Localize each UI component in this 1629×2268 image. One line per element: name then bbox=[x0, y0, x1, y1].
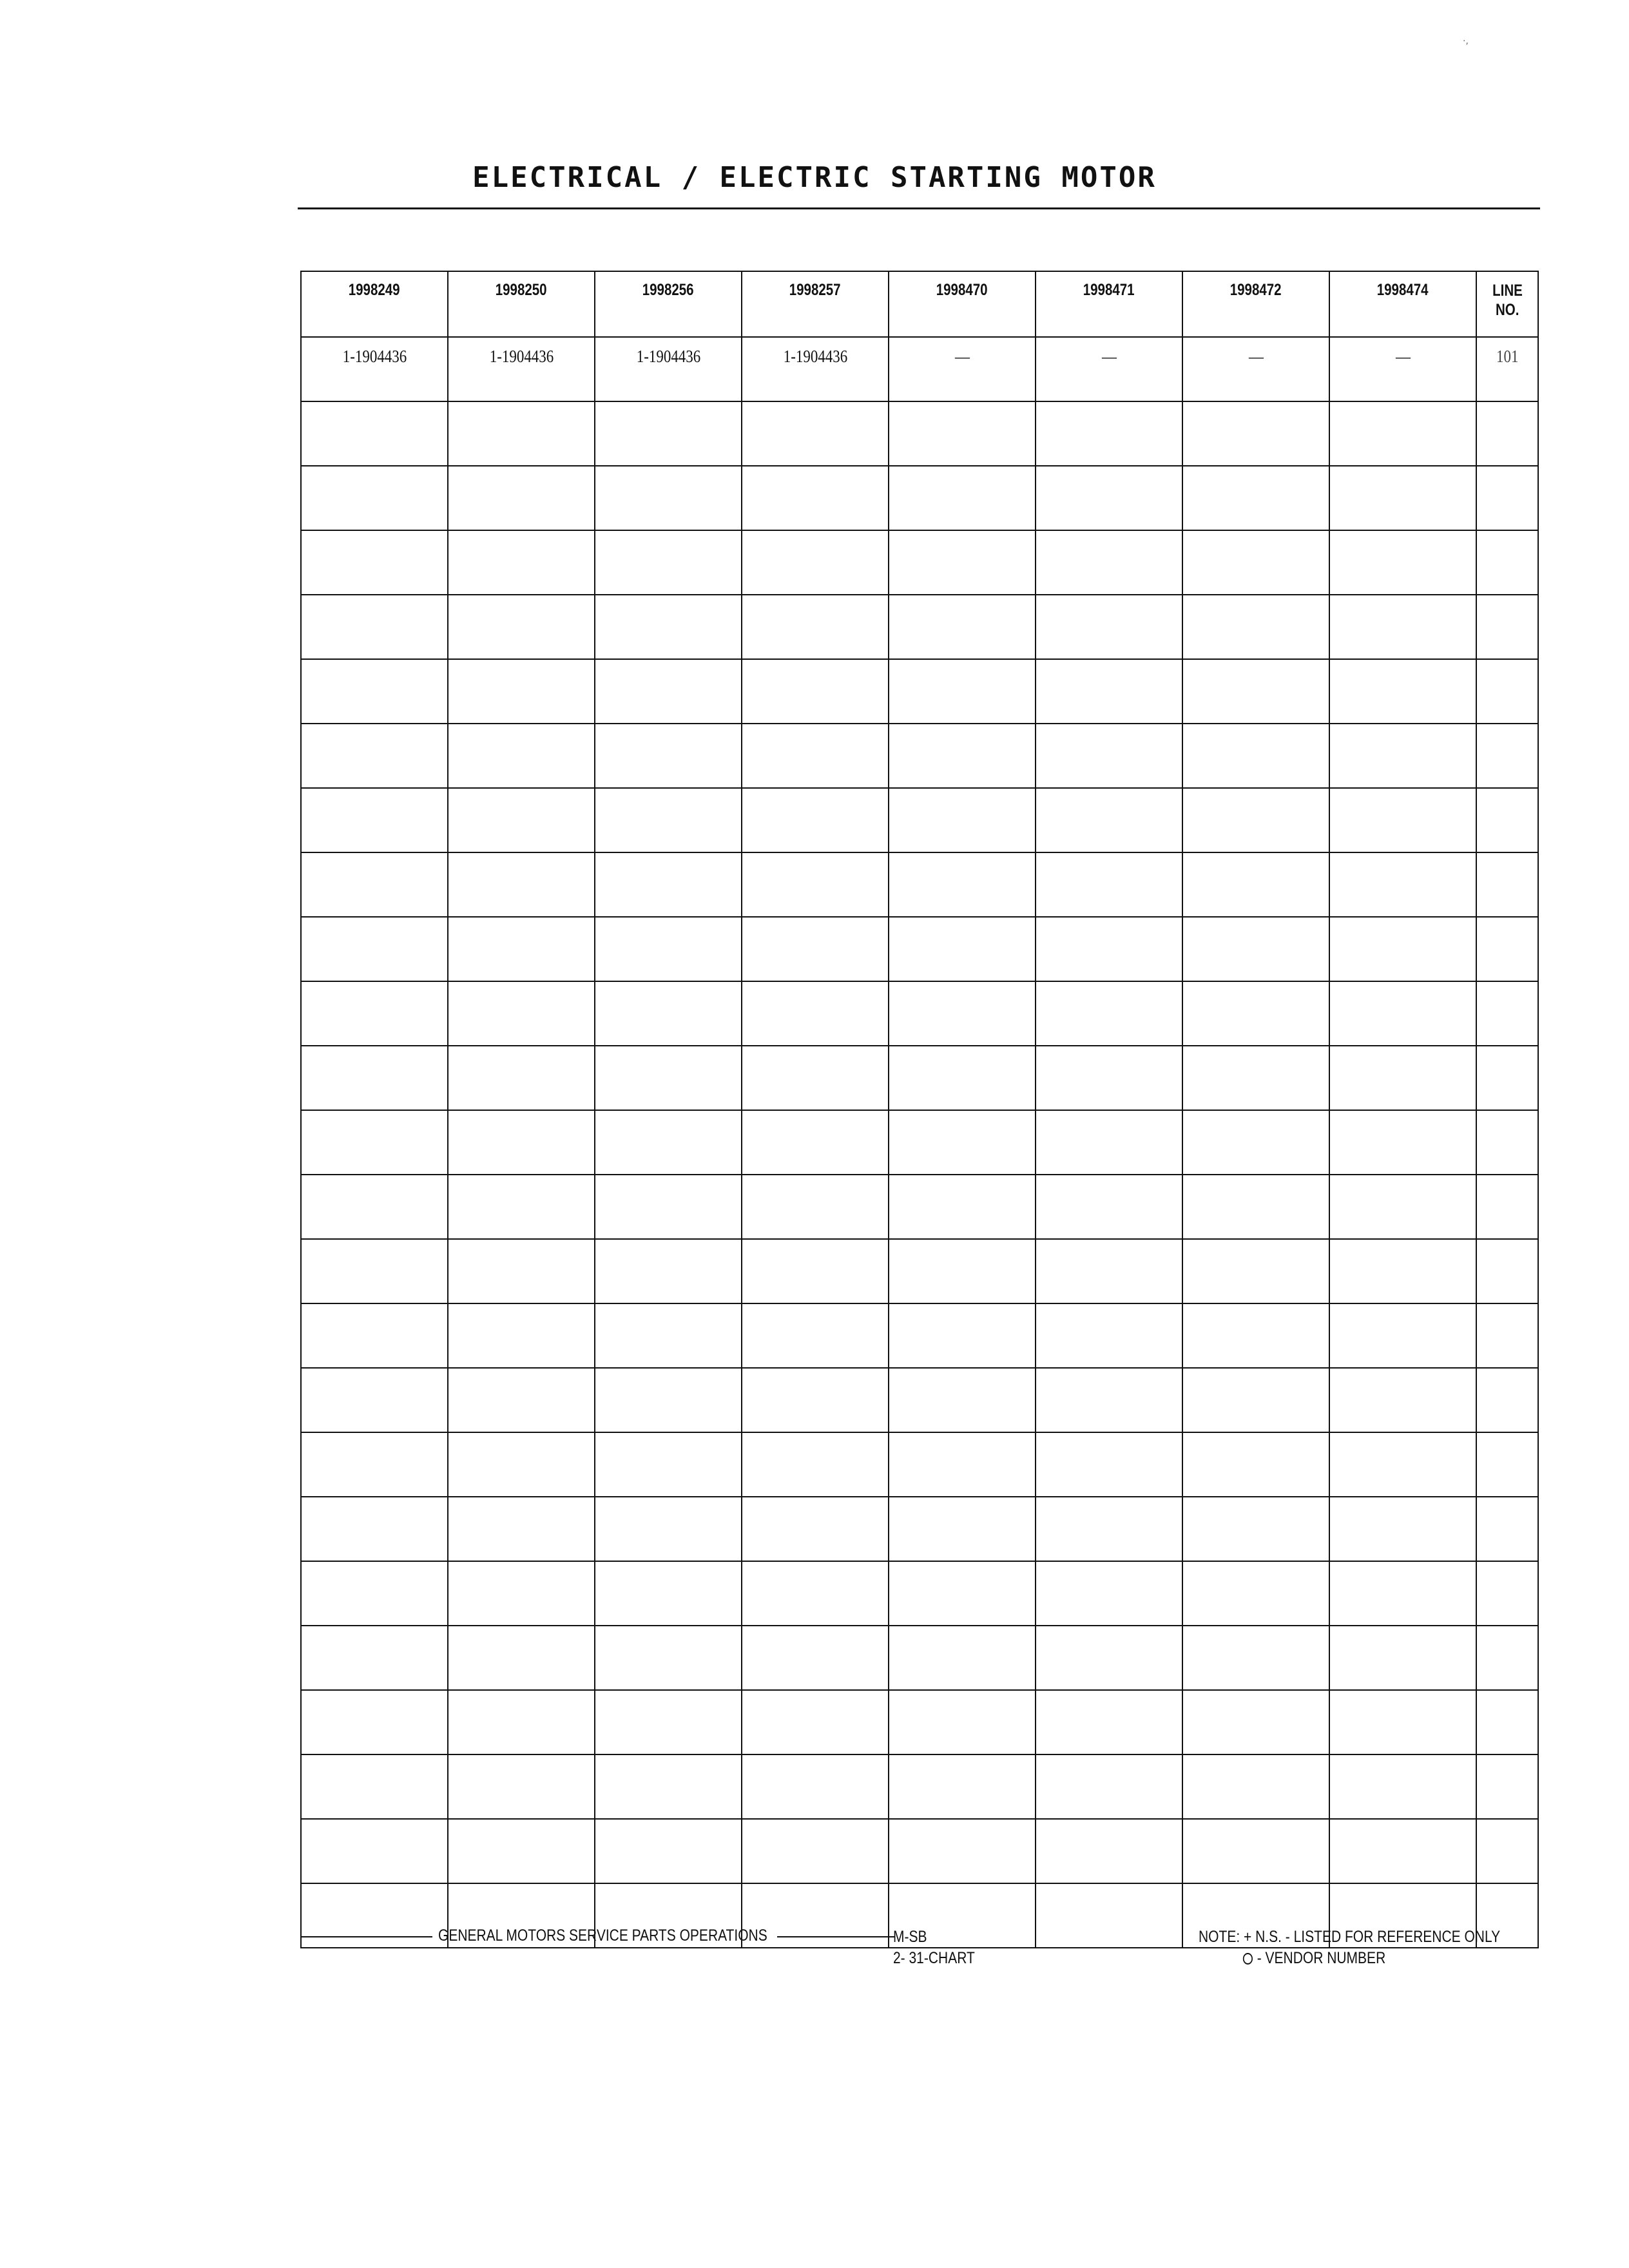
part-number-cell bbox=[742, 1819, 889, 1883]
part-number-cell bbox=[1182, 1626, 1329, 1690]
part-number-cell bbox=[1036, 917, 1182, 981]
part-number-cell bbox=[1182, 659, 1329, 724]
part-number-cell bbox=[1036, 1819, 1182, 1883]
part-number-cell bbox=[1329, 1110, 1476, 1175]
part-number-cell bbox=[889, 466, 1036, 530]
line-no-cell bbox=[1476, 1432, 1538, 1497]
part-number-cell bbox=[448, 981, 595, 1046]
line-no-cell bbox=[1476, 1626, 1538, 1690]
part-number-cell bbox=[448, 1110, 595, 1175]
part-number-cell bbox=[1329, 1626, 1476, 1690]
part-number-cell bbox=[1329, 981, 1476, 1046]
part-number-cell bbox=[301, 1819, 448, 1883]
part-number-cell bbox=[1036, 788, 1182, 852]
part-number-cell bbox=[1329, 1368, 1476, 1432]
parts-table bbox=[300, 271, 1539, 1948]
line-no-cell bbox=[1476, 1046, 1538, 1110]
part-number-cell bbox=[1182, 788, 1329, 852]
table-row bbox=[301, 1754, 1538, 1819]
part-number-cell bbox=[889, 1432, 1036, 1497]
part-number-cell bbox=[742, 1110, 889, 1175]
line-no-cell bbox=[1476, 1497, 1538, 1561]
part-number-cell bbox=[1182, 1754, 1329, 1819]
part-number-cell: 1-1904436 bbox=[595, 337, 742, 401]
part-number-cell bbox=[595, 595, 742, 659]
part-number-cell: 1-1904436 bbox=[301, 337, 448, 401]
part-number-cell bbox=[1036, 1690, 1182, 1754]
part-number-cell bbox=[889, 852, 1036, 917]
part-number-cell bbox=[1036, 1626, 1182, 1690]
part-number-cell bbox=[1036, 981, 1182, 1046]
part-number-cell bbox=[742, 466, 889, 530]
part-number-cell bbox=[1036, 1175, 1182, 1239]
part-number-cell bbox=[1329, 1497, 1476, 1561]
part-number-cell bbox=[595, 1239, 742, 1303]
part-number-cell bbox=[1329, 466, 1476, 530]
table-row bbox=[301, 917, 1538, 981]
part-number-cell bbox=[1036, 1110, 1182, 1175]
part-number-cell bbox=[1329, 595, 1476, 659]
part-number-cell bbox=[595, 981, 742, 1046]
line-no-cell bbox=[1476, 659, 1538, 724]
part-number-cell bbox=[1182, 1046, 1329, 1110]
part-number-cell bbox=[742, 595, 889, 659]
part-number-cell bbox=[1036, 530, 1182, 595]
part-number-cell bbox=[742, 1175, 889, 1239]
footer-publisher: GENERAL MOTORS SERVICE PARTS OPERATIONS bbox=[438, 1927, 767, 1945]
stray-mark: ·, bbox=[1463, 36, 1469, 46]
line-no-cell bbox=[1476, 1239, 1538, 1303]
part-number-cell bbox=[1329, 1432, 1476, 1497]
table-row bbox=[301, 788, 1538, 852]
part-number-cell bbox=[301, 1497, 448, 1561]
table-row bbox=[301, 1046, 1538, 1110]
part-number-cell bbox=[595, 530, 742, 595]
page-footer bbox=[300, 1927, 1544, 1972]
part-number-cell bbox=[448, 1432, 595, 1497]
part-number-cell bbox=[1329, 530, 1476, 595]
part-number-cell bbox=[1329, 1561, 1476, 1626]
table-row bbox=[301, 981, 1538, 1046]
footer-code-block bbox=[893, 1927, 975, 1969]
part-number-cell bbox=[595, 1626, 742, 1690]
part-number-cell bbox=[595, 1690, 742, 1754]
part-number-cell bbox=[742, 1239, 889, 1303]
line-no-cell bbox=[1476, 917, 1538, 981]
part-number-cell bbox=[448, 659, 595, 724]
part-number-cell bbox=[301, 1690, 448, 1754]
part-number-cell bbox=[448, 1819, 595, 1883]
part-number-cell bbox=[889, 1175, 1036, 1239]
part-number-cell bbox=[889, 595, 1036, 659]
part-number-cell bbox=[1036, 1497, 1182, 1561]
line-no-header: LINE NO. bbox=[1476, 271, 1538, 337]
part-number-cell bbox=[448, 1239, 595, 1303]
part-number-cell bbox=[742, 788, 889, 852]
table-row bbox=[301, 337, 1538, 401]
part-number-cell bbox=[889, 1819, 1036, 1883]
part-number-cell bbox=[889, 1690, 1036, 1754]
part-number-cell bbox=[301, 466, 448, 530]
part-number-cell bbox=[1182, 1432, 1329, 1497]
part-number-cell bbox=[742, 1432, 889, 1497]
part-number-cell bbox=[301, 1110, 448, 1175]
part-number-cell bbox=[448, 724, 595, 788]
line-no-cell bbox=[1476, 1110, 1538, 1175]
part-number-cell bbox=[1329, 1819, 1476, 1883]
part-number-cell bbox=[742, 1046, 889, 1110]
part-number-cell bbox=[742, 852, 889, 917]
table-row bbox=[301, 1175, 1538, 1239]
model-header: 1998472 bbox=[1182, 271, 1329, 337]
table-row bbox=[301, 1110, 1538, 1175]
footer-code: M-SB bbox=[893, 1928, 927, 1946]
part-number-cell bbox=[1182, 1497, 1329, 1561]
part-number-cell bbox=[301, 724, 448, 788]
table-row bbox=[301, 401, 1538, 466]
part-number-cell bbox=[1182, 981, 1329, 1046]
part-number-cell bbox=[301, 1046, 448, 1110]
part-number-cell bbox=[742, 1626, 889, 1690]
part-number-cell bbox=[595, 852, 742, 917]
part-number-cell bbox=[742, 1561, 889, 1626]
part-number-cell bbox=[448, 1368, 595, 1432]
part-number-cell: 1-1904436 bbox=[742, 337, 889, 401]
footer-chart-ref: 2- 31-CHART bbox=[893, 1949, 975, 1967]
part-number-cell bbox=[595, 1046, 742, 1110]
part-number-cell bbox=[889, 1239, 1036, 1303]
part-number-cell bbox=[448, 852, 595, 917]
part-number-cell bbox=[448, 1690, 595, 1754]
part-number-cell bbox=[301, 1368, 448, 1432]
part-number-cell bbox=[1182, 1690, 1329, 1754]
model-header: 1998471 bbox=[1036, 271, 1182, 337]
part-number-cell: — bbox=[1329, 337, 1476, 401]
line-no-cell bbox=[1476, 466, 1538, 530]
part-number-cell bbox=[1182, 466, 1329, 530]
part-number-cell bbox=[742, 724, 889, 788]
part-number-cell bbox=[1036, 724, 1182, 788]
part-number-cell bbox=[301, 1239, 448, 1303]
header-row bbox=[301, 271, 1538, 337]
part-number-cell bbox=[1036, 1368, 1182, 1432]
part-number-cell bbox=[301, 981, 448, 1046]
part-number-cell bbox=[595, 1368, 742, 1432]
part-number-cell bbox=[742, 1368, 889, 1432]
part-number-cell bbox=[301, 917, 448, 981]
part-number-cell bbox=[1182, 852, 1329, 917]
line-no-cell bbox=[1476, 1368, 1538, 1432]
title-rule bbox=[298, 207, 1540, 209]
part-number-cell: — bbox=[889, 337, 1036, 401]
part-number-cell bbox=[889, 917, 1036, 981]
part-number-cell bbox=[1036, 401, 1182, 466]
line-no-cell bbox=[1476, 852, 1538, 917]
part-number-cell bbox=[595, 1110, 742, 1175]
part-number-cell bbox=[448, 530, 595, 595]
part-number-cell bbox=[889, 1110, 1036, 1175]
footer-rule bbox=[777, 1936, 894, 1937]
part-number-cell bbox=[889, 1303, 1036, 1368]
part-number-cell bbox=[1036, 1303, 1182, 1368]
part-number-cell bbox=[301, 530, 448, 595]
part-number-cell bbox=[595, 1432, 742, 1497]
part-number-cell bbox=[889, 1754, 1036, 1819]
part-number-cell bbox=[595, 1303, 742, 1368]
part-number-cell bbox=[1329, 1046, 1476, 1110]
part-number-cell bbox=[1036, 1239, 1182, 1303]
part-number-cell bbox=[1329, 917, 1476, 981]
part-number-cell bbox=[448, 1497, 595, 1561]
part-number-cell bbox=[1329, 401, 1476, 466]
part-number-cell bbox=[742, 1497, 889, 1561]
model-header: 1998256 bbox=[595, 271, 742, 337]
line-no-cell bbox=[1476, 724, 1538, 788]
part-number-cell bbox=[1182, 1819, 1329, 1883]
part-number-cell bbox=[301, 401, 448, 466]
part-number-cell bbox=[448, 1626, 595, 1690]
part-number-cell bbox=[301, 852, 448, 917]
part-number-cell bbox=[448, 1175, 595, 1239]
line-no-cell bbox=[1476, 1303, 1538, 1368]
part-number-cell bbox=[1182, 401, 1329, 466]
part-number-cell bbox=[1182, 1110, 1329, 1175]
table-row bbox=[301, 466, 1538, 530]
part-number-cell bbox=[1329, 1303, 1476, 1368]
part-number-cell bbox=[1329, 1175, 1476, 1239]
part-number-cell bbox=[1182, 1175, 1329, 1239]
part-number-cell bbox=[1036, 659, 1182, 724]
part-number-cell bbox=[742, 401, 889, 466]
part-number-cell bbox=[595, 1754, 742, 1819]
table-row bbox=[301, 595, 1538, 659]
model-header: 1998474 bbox=[1329, 271, 1476, 337]
part-number-cell bbox=[1182, 595, 1329, 659]
line-no-cell bbox=[1476, 981, 1538, 1046]
table-row bbox=[301, 1368, 1538, 1432]
part-number-cell bbox=[595, 1561, 742, 1626]
part-number-cell bbox=[889, 1497, 1036, 1561]
part-number-cell: — bbox=[1036, 337, 1182, 401]
part-number-cell bbox=[448, 401, 595, 466]
page-title: ELECTRICAL / ELECTRIC STARTING MOTOR bbox=[472, 161, 1157, 194]
line-no-cell bbox=[1476, 1690, 1538, 1754]
part-number-cell bbox=[1329, 852, 1476, 917]
part-number-cell bbox=[1036, 1561, 1182, 1626]
part-number-cell bbox=[595, 1175, 742, 1239]
part-number-cell bbox=[1182, 724, 1329, 788]
line-no-cell bbox=[1476, 1175, 1538, 1239]
footer-note bbox=[1199, 1927, 1500, 1969]
part-number-cell bbox=[595, 724, 742, 788]
model-header: 1998249 bbox=[301, 271, 448, 337]
line-no-cell bbox=[1476, 595, 1538, 659]
part-number-cell bbox=[742, 981, 889, 1046]
line-no-cell bbox=[1476, 1819, 1538, 1883]
part-number-cell bbox=[889, 1368, 1036, 1432]
table-row bbox=[301, 1239, 1538, 1303]
line-no-cell bbox=[1476, 1754, 1538, 1819]
note-line-1: NOTE: + N.S. - LISTED FOR REFERENCE ONLY bbox=[1199, 1928, 1501, 1946]
part-number-cell bbox=[1182, 1368, 1329, 1432]
part-number-cell bbox=[1036, 1432, 1182, 1497]
part-number-cell bbox=[595, 917, 742, 981]
part-number-cell: 1-1904436 bbox=[448, 337, 595, 401]
part-number-cell bbox=[889, 659, 1036, 724]
part-number-cell bbox=[889, 401, 1036, 466]
table-row bbox=[301, 1819, 1538, 1883]
footer-rule bbox=[300, 1936, 432, 1937]
part-number-cell bbox=[889, 1046, 1036, 1110]
part-number-cell bbox=[301, 1626, 448, 1690]
table-row bbox=[301, 530, 1538, 595]
part-number-cell bbox=[1329, 659, 1476, 724]
part-number-cell bbox=[448, 1561, 595, 1626]
circled-v-icon bbox=[1243, 1953, 1253, 1965]
part-number-cell bbox=[1329, 1239, 1476, 1303]
part-number-cell bbox=[301, 1175, 448, 1239]
part-number-cell bbox=[448, 1754, 595, 1819]
part-number-cell bbox=[889, 788, 1036, 852]
part-number-cell bbox=[742, 530, 889, 595]
part-number-cell bbox=[1329, 788, 1476, 852]
part-number-cell bbox=[301, 1432, 448, 1497]
table-row bbox=[301, 1303, 1538, 1368]
part-number-cell bbox=[1329, 724, 1476, 788]
part-number-cell bbox=[301, 1754, 448, 1819]
part-number-cell bbox=[742, 659, 889, 724]
model-header: 1998470 bbox=[889, 271, 1036, 337]
part-number-cell: — bbox=[1182, 337, 1329, 401]
part-number-cell bbox=[889, 724, 1036, 788]
table-row bbox=[301, 852, 1538, 917]
model-header: 1998257 bbox=[742, 271, 889, 337]
part-number-cell bbox=[448, 1046, 595, 1110]
part-number-cell bbox=[1182, 1561, 1329, 1626]
part-number-cell bbox=[448, 466, 595, 530]
table-row bbox=[301, 1690, 1538, 1754]
part-number-cell bbox=[742, 1754, 889, 1819]
part-number-cell bbox=[595, 659, 742, 724]
part-number-cell bbox=[1329, 1754, 1476, 1819]
part-number-cell bbox=[1036, 852, 1182, 917]
part-number-cell bbox=[742, 1303, 889, 1368]
table-row bbox=[301, 724, 1538, 788]
part-number-cell bbox=[742, 917, 889, 981]
part-number-cell bbox=[889, 981, 1036, 1046]
part-number-cell bbox=[742, 1690, 889, 1754]
part-number-cell bbox=[448, 788, 595, 852]
part-number-cell bbox=[301, 659, 448, 724]
part-number-cell bbox=[889, 1626, 1036, 1690]
part-number-cell bbox=[448, 595, 595, 659]
table-row bbox=[301, 659, 1538, 724]
part-number-cell bbox=[301, 1303, 448, 1368]
part-number-cell bbox=[595, 1497, 742, 1561]
line-no-cell bbox=[1476, 788, 1538, 852]
part-number-cell bbox=[448, 1303, 595, 1368]
part-number-cell bbox=[1182, 530, 1329, 595]
part-number-cell bbox=[1182, 1239, 1329, 1303]
part-number-cell bbox=[595, 1819, 742, 1883]
part-number-cell bbox=[1036, 1754, 1182, 1819]
part-number-cell bbox=[1036, 466, 1182, 530]
part-number-cell bbox=[301, 595, 448, 659]
part-number-cell bbox=[595, 401, 742, 466]
table-row bbox=[301, 1561, 1538, 1626]
part-number-cell bbox=[595, 466, 742, 530]
part-number-cell bbox=[1329, 1690, 1476, 1754]
line-no-cell bbox=[1476, 401, 1538, 466]
line-no-cell bbox=[1476, 1561, 1538, 1626]
part-number-cell bbox=[889, 1561, 1036, 1626]
part-number-cell bbox=[1182, 1303, 1329, 1368]
part-number-cell bbox=[1036, 595, 1182, 659]
part-number-cell bbox=[889, 530, 1036, 595]
note-line-2: - VENDOR NUMBER bbox=[1199, 1948, 1500, 1969]
table-row bbox=[301, 1626, 1538, 1690]
part-number-cell bbox=[595, 788, 742, 852]
table-row bbox=[301, 1497, 1538, 1561]
part-number-cell bbox=[301, 1561, 448, 1626]
model-header: 1998250 bbox=[448, 271, 595, 337]
part-number-cell bbox=[448, 917, 595, 981]
part-number-cell bbox=[1182, 917, 1329, 981]
part-number-cell bbox=[1036, 1046, 1182, 1110]
line-no-cell bbox=[1476, 530, 1538, 595]
part-number-cell bbox=[301, 788, 448, 852]
table-row bbox=[301, 1432, 1538, 1497]
line-no-cell: 101 bbox=[1476, 337, 1538, 401]
